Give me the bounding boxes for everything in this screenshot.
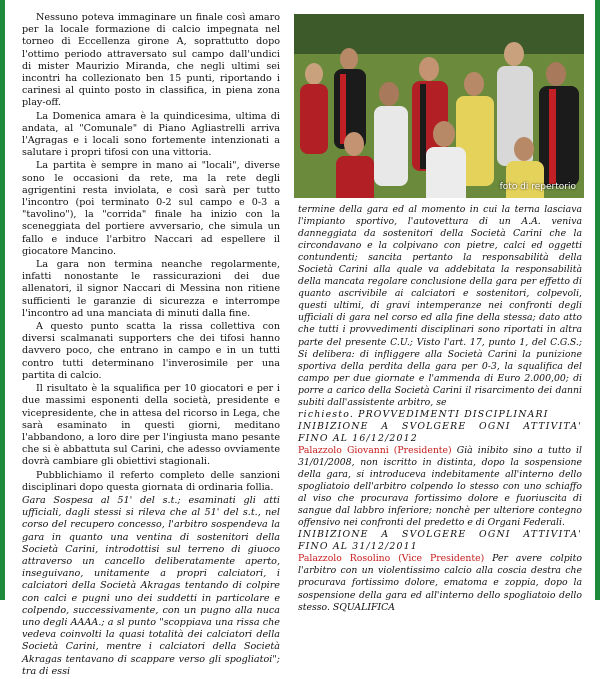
sanctioned-name-1: Palazzolo Giovanni (Presidente) xyxy=(298,444,452,456)
paragraph-3: La partita è sempre in mano ai "locali", diverse sono le occasioni da rete, ma la rete degli agrigentini resta inviolata, e così sarà per tutto l'incontro (poi terminato 0-2 sul campo e 0-3 a "tavolino"), la "corrida" finale ha inizio con la sceneggiata del portiere avversario, che simula un fallo e induce l'arbitro Naccari ad espellere il giocatore Mancino. xyxy=(22,160,280,257)
paragraph-1: Nessuno poteva immaginare un finale così amaro per la locale formazione di calcio impegnata nel torneo di Eccellenza girone A, soprattutto dopo l'ottimo periodo attraversato sul campo dall'undici di mister Maurizio Miranda, che negli ultimi sei incontri ha collezionato ben 15 punti, riportando i carinesi al quinto posto in classifica, in piena zona play-off. xyxy=(22,12,280,109)
report-continuation: termine della gara ed al momento in cui la terna lasciava l'impianto sportivo, l'autovettura di un A.A. veniva danneggiata da sostenitori della Società Carini che la circondavano e la colpivano con pietre, calci ed oggetti contundenti; sancita pertanto la responsabilità della Società Carini alla quale va addebitata la responsabilità della mancata regolare conclusione della gara per effetto di quanto ascrivibile ai calciatori e sostenitori, colpevoli, questi ultimi, di gravi intemperanze nei confronti degli ufficiali di gara nel corso ed alla fine della stessa; dato atto che tutti i provvedimenti disciplinari sono riportati in altra parte del presente C.U.; Visto l'art. 17, punto 1, del C.G.S.; Si delibera: di infliggere alla Società Carini la punizione sportiva della perdita della gara per 0-3, la squalifica del campo per due giornate e l'ammenda di Euro 2.000,00; di porre a carico della Società Carini il risarcimento dei danni subiti dall'assistente arbitro, se xyxy=(298,204,582,408)
paragraph-6: Il risultato è la squalifica per 10 giocatori e per i due massimi esponenti della società, presidente e vicepresidente, che in attesa del ricorso in Lega, che sarà esaminato in questi giorni, meditano l'abbandono, a loro dire per l'ingiusta mano pesante che si è abbattuta sul Carini, che adesso ovviamente dovrà cambiare gli obiettivi stagionali. xyxy=(22,383,280,468)
paragraph-5: A questo punto scatta la rissa collettiva con diversi scalmanati supporters che dei tifosi hanno davvero poco, che entrano in campo e in un tutti contro tutti determinano l'inverosimile per una partita di calcio. xyxy=(22,321,280,381)
paragraph-4: La gara non termina neanche regolarmente, infatti nonostante le rassicurazioni dei due allenatori, il signor Naccari di Messina non ritiene sufficienti le garanzie di sicurezza e interrompe l'incontro ad una manciata di minuti dalla fine. xyxy=(22,259,280,319)
paragraph-2: La Domenica amara è la quindicesima, ultima di andata, al "Comunale" di Piano Agliastrelli arriva l'Agragas e i locali sono fortemente intenzionati a salutare i propri tifosi con una vittoria. xyxy=(22,110,280,159)
sanction-1 xyxy=(298,445,582,529)
ban-heading-1: INIBIZIONE A SVOLGERE OGNI ATTIVITA' FINO AL 16/12/2012 xyxy=(298,420,582,444)
sanction-2-text: Per avere colpito l'arbitro con un violentissimo calcio alla coscia destra che procurava fortissimo dolore, ematoma e zoppia, dopo la sospensione della gara ed all'interno dello spogliatoio dello stesso. SQUALIFICA xyxy=(298,553,582,613)
sanctioned-name-2: Palazzolo Rosolino (Vice Presidente) xyxy=(298,553,485,565)
sanction-2 xyxy=(298,553,582,613)
paragraph-7: Pubblichiamo il referto completo delle sanzioni disciplinari dopo questa giornata di ordinaria follia. xyxy=(22,469,280,493)
left-column xyxy=(22,12,280,679)
photo-caption: foto di repertorio xyxy=(499,182,576,192)
disciplinary-heading: richiesto. PROVVEDIMENTI DISCIPLINARI xyxy=(298,408,549,420)
ban-heading-2: INIBIZIONE A SVOLGERE OGNI ATTIVITA' FINO AL 31/12/2011 xyxy=(298,529,582,553)
match-photo xyxy=(294,14,584,198)
sanction-1-text: Già inibito sino a tutto il 31/01/2008, non iscritto in distinta, dopo la sospensione della gara, si introduceva indebitamente all'interno dello spogliatoio dell'arbitro colpendo lo stesso con uno schiaffo al viso che procurava fortissimo dolore e fuoriuscita di sangue dal labbro inferiore; nonchè per ulteriore contegno offensivo nei confronti del predetto e di Organi Federali. xyxy=(298,444,582,529)
referee-report-start: Gara Sospesa al 51' del s.t.; esaminati gli atti ufficiali, dagli stessi si rileva che al 51' del s.t., nel corso del recupero concesso, l'arbitro sospendeva la gara in quanto una ventina di sostenitori della Società Carini, introdottisi sul terreno di giuoco attraverso un cancello deliberatamente aperto, inseguivano, unitamente a propri calciatori, i calciatori della Società Akragas tentando di colpire con calci e pugni uno dei suddetti in particolare e colpendo, successivamente, con un pugno alla nuca uno degli AAAA.; a sl punto "scoppiava una rissa che vedeva coinvolti la quasi totalità dei calciatori della Società Carini, mentre i calciatori della Società Akragas tentavano di scappare verso gli spogliatoi"; tra di essi xyxy=(22,494,280,677)
brawl-photo-illustration xyxy=(294,14,584,198)
right-column xyxy=(298,204,582,614)
